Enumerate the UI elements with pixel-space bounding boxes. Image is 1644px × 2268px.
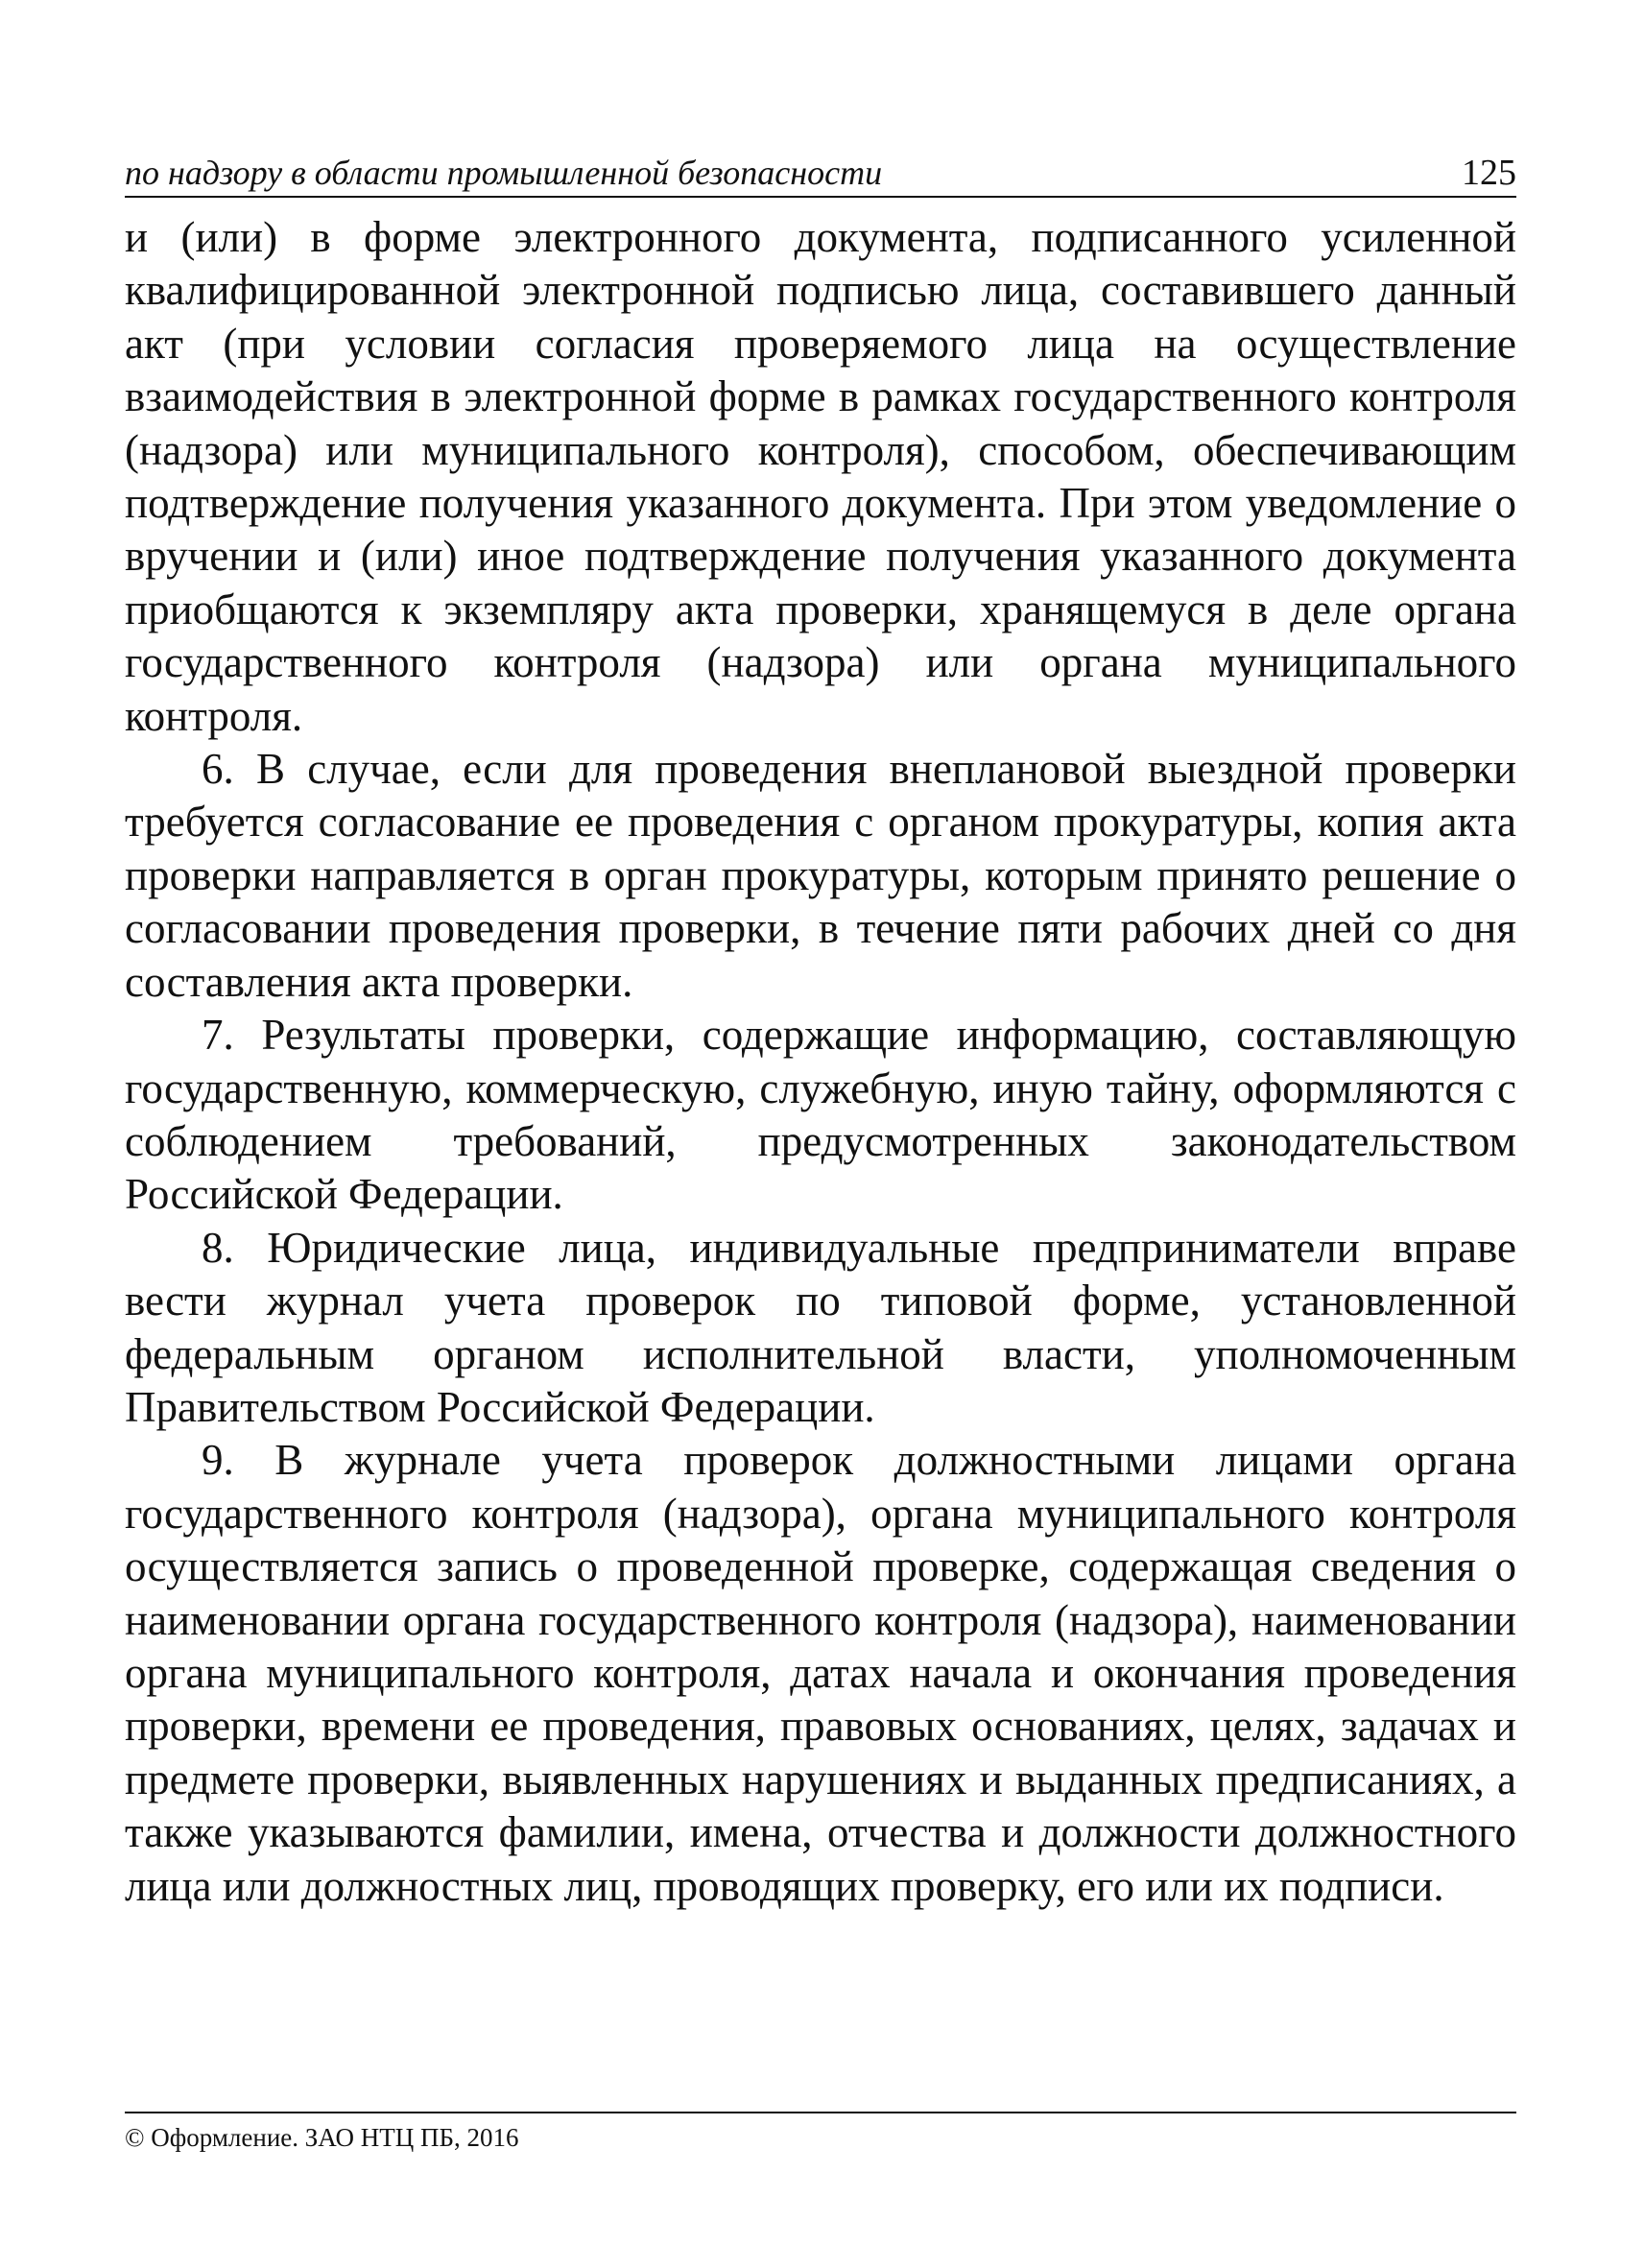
page-footer bbox=[125, 2112, 1516, 2154]
running-header bbox=[125, 144, 1516, 198]
paragraph-item-7: 7. Результаты проверки, содержащие информацию, составляющую государственную, коммерческую, служебную, иную тайну, оформляются с соблюдением требований, предусмотренных законодательством Российской Федерации. bbox=[125, 1011, 1516, 1219]
body-text bbox=[125, 211, 1516, 1913]
paragraph-item-8: 8. Юридические лица, индивидуальные предприниматели вправе вести журнал учета проверок по типовой форме, установленной федеральным органом исполнительной власти, уполномоченным Правительством Российской Федерации. bbox=[125, 1223, 1516, 1431]
running-header-title: по надзору в области промышленной безопасности bbox=[125, 154, 883, 192]
paragraph-item-9: 9. В журнале учета проверок должностными лицами органа государственного контроля (надзора), органа муниципального контроля осуществляется запись о проведенной проверке, содержащая сведения о наименовании органа государственного контроля (надзора), наименовании органа муниципального контроля, датах начала и окончания проведения проверки, времени ее проведения, правовых основаниях, целях, задачах и предмете проверки, выявленных нарушениях и выданных предписаниях, а также указываются фамилии, имена, отчества и должности должностного лица или должностных лиц, проводящих проверку, его или их подписи. bbox=[125, 1436, 1516, 1910]
paragraph-item-6: 6. В случае, если для проведения внеплановой выездной проверки требуется согласование ее проведения с органом прокуратуры, копия акта проверки направляется в орган прокуратуры, которым принято решение о согласовании проведения проверки, в течение пяти рабочих дней со дня составления акта проверки. bbox=[125, 745, 1516, 1006]
page-number: 125 bbox=[1462, 153, 1516, 193]
document-page bbox=[125, 144, 1516, 2152]
paragraph-continuation: и (или) в форме электронного документа, подписанного усиленной квалифицированной электронной подписью лица, составившего данный акт (при условии согласия проверяемого лица на осуществление взаимодействия в электронной форме в рамках государственного контроля (надзора) или муниципального контроля), способом, обеспечивающим подтверждение получения указанного документа. При этом уведомление о вручении и (или) иное подтверждение получения указанного документа приобщаются к экземпляру акта проверки, хранящемуся в деле органа государственного контроля (надзора) или органа муниципального контроля. bbox=[125, 213, 1516, 740]
copyright-notice: © Оформление. ЗАО НТЦ ПБ, 2016 bbox=[125, 2123, 519, 2152]
